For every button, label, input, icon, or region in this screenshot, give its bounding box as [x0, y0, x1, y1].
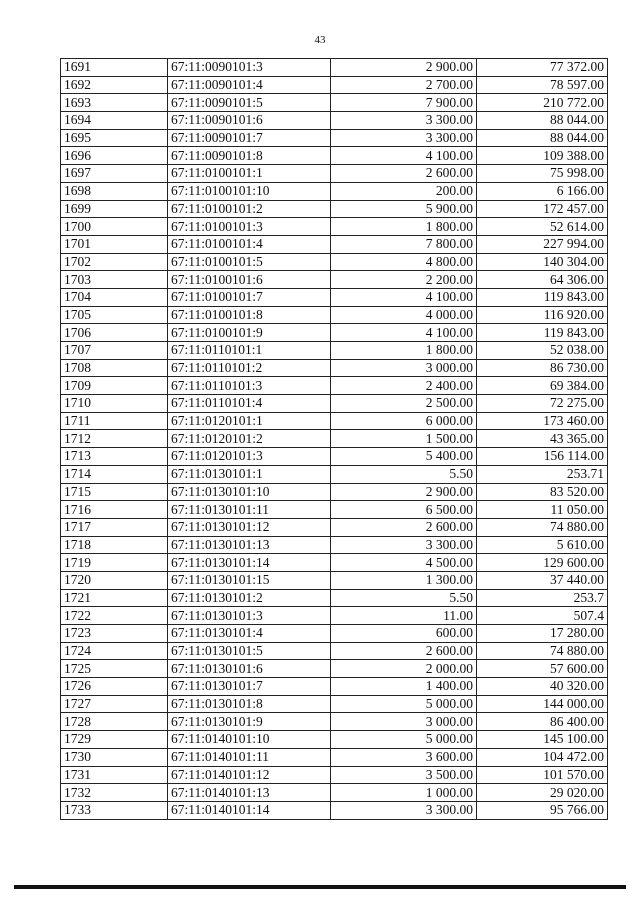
table-row [61, 342, 608, 360]
area-cell: 3 000.00 [331, 713, 477, 731]
row-number-cell: 1696 [61, 147, 168, 165]
row-number-cell: 1699 [61, 200, 168, 218]
area-cell: 4 100.00 [331, 324, 477, 342]
table-row [61, 218, 608, 236]
table-row [61, 483, 608, 501]
cadastral-number-cell: 67:11:0100101:9 [168, 324, 331, 342]
row-number-cell: 1709 [61, 377, 168, 395]
area-cell: 1 300.00 [331, 571, 477, 589]
area-cell: 2 000.00 [331, 660, 477, 678]
area-cell: 2 400.00 [331, 377, 477, 395]
cadastral-number-cell: 67:11:0120101:3 [168, 448, 331, 466]
area-cell: 1 000.00 [331, 784, 477, 802]
table-row [61, 448, 608, 466]
cadastral-number-cell: 67:11:0130101:12 [168, 518, 331, 536]
row-number-cell: 1729 [61, 731, 168, 749]
table-row [61, 288, 608, 306]
row-number-cell: 1728 [61, 713, 168, 731]
row-number-cell: 1712 [61, 430, 168, 448]
table-row [61, 642, 608, 660]
row-number-cell: 1718 [61, 536, 168, 554]
cadastral-number-cell: 67:11:0090101:7 [168, 129, 331, 147]
area-cell: 6 500.00 [331, 501, 477, 519]
cadastral-number-cell: 67:11:0100101:5 [168, 253, 331, 271]
value-cell: 116 920.00 [477, 306, 608, 324]
value-cell: 104 472.00 [477, 748, 608, 766]
area-cell: 7 800.00 [331, 235, 477, 253]
row-number-cell: 1716 [61, 501, 168, 519]
table-row [61, 518, 608, 536]
area-cell: 2 700.00 [331, 76, 477, 94]
row-number-cell: 1694 [61, 112, 168, 130]
row-number-cell: 1711 [61, 412, 168, 430]
value-cell: 144 000.00 [477, 695, 608, 713]
row-number-cell: 1691 [61, 59, 168, 77]
value-cell: 86 400.00 [477, 713, 608, 731]
area-cell: 5 900.00 [331, 200, 477, 218]
table-row [61, 359, 608, 377]
table-row [61, 801, 608, 819]
area-cell: 6 000.00 [331, 412, 477, 430]
value-cell: 52 038.00 [477, 342, 608, 360]
row-number-cell: 1695 [61, 129, 168, 147]
row-number-cell: 1708 [61, 359, 168, 377]
value-cell: 129 600.00 [477, 554, 608, 572]
row-number-cell: 1692 [61, 76, 168, 94]
table-row [61, 395, 608, 413]
table-row [61, 713, 608, 731]
table-row [61, 129, 608, 147]
cadastral-number-cell: 67:11:0110101:1 [168, 342, 331, 360]
cadastral-number-cell: 67:11:0130101:13 [168, 536, 331, 554]
area-cell: 5.50 [331, 465, 477, 483]
cadastral-number-cell: 67:11:0130101:3 [168, 607, 331, 625]
table-row [61, 412, 608, 430]
cadastral-number-cell: 67:11:0110101:2 [168, 359, 331, 377]
value-cell: 507.4 [477, 607, 608, 625]
table-row [61, 465, 608, 483]
value-cell: 74 880.00 [477, 518, 608, 536]
table-row [61, 165, 608, 183]
area-cell: 1 400.00 [331, 678, 477, 696]
table-row [61, 678, 608, 696]
cadastral-number-cell: 67:11:0130101:8 [168, 695, 331, 713]
row-number-cell: 1733 [61, 801, 168, 819]
value-cell: 43 365.00 [477, 430, 608, 448]
row-number-cell: 1730 [61, 748, 168, 766]
table-row [61, 430, 608, 448]
row-number-cell: 1713 [61, 448, 168, 466]
row-number-cell: 1721 [61, 589, 168, 607]
cadastral-number-cell: 67:11:0130101:1 [168, 465, 331, 483]
row-number-cell: 1717 [61, 518, 168, 536]
area-cell: 3 300.00 [331, 112, 477, 130]
cadastral-number-cell: 67:11:0100101:8 [168, 306, 331, 324]
row-number-cell: 1697 [61, 165, 168, 183]
table-row [61, 271, 608, 289]
value-cell: 210 772.00 [477, 94, 608, 112]
cadastral-number-cell: 67:11:0090101:4 [168, 76, 331, 94]
row-number-cell: 1693 [61, 94, 168, 112]
table-row [61, 253, 608, 271]
row-number-cell: 1698 [61, 182, 168, 200]
area-cell: 1 500.00 [331, 430, 477, 448]
area-cell: 1 800.00 [331, 218, 477, 236]
area-cell: 11.00 [331, 607, 477, 625]
row-number-cell: 1725 [61, 660, 168, 678]
cadastral-number-cell: 67:11:0120101:1 [168, 412, 331, 430]
cadastral-number-cell: 67:11:0130101:4 [168, 625, 331, 643]
value-cell: 5 610.00 [477, 536, 608, 554]
cadastral-number-cell: 67:11:0120101:2 [168, 430, 331, 448]
table-row [61, 766, 608, 784]
area-cell: 5 400.00 [331, 448, 477, 466]
area-cell: 4 100.00 [331, 288, 477, 306]
value-cell: 64 306.00 [477, 271, 608, 289]
cadastral-number-cell: 67:11:0090101:8 [168, 147, 331, 165]
row-number-cell: 1704 [61, 288, 168, 306]
cadastral-number-cell: 67:11:0130101:5 [168, 642, 331, 660]
area-cell: 2 200.00 [331, 271, 477, 289]
table-row [61, 147, 608, 165]
cadastral-number-cell: 67:11:0100101:4 [168, 235, 331, 253]
area-cell: 3 300.00 [331, 801, 477, 819]
table-row [61, 112, 608, 130]
area-cell: 3 000.00 [331, 359, 477, 377]
value-cell: 11 050.00 [477, 501, 608, 519]
value-cell: 52 614.00 [477, 218, 608, 236]
area-cell: 3 300.00 [331, 536, 477, 554]
value-cell: 6 166.00 [477, 182, 608, 200]
value-cell: 156 114.00 [477, 448, 608, 466]
area-cell: 2 900.00 [331, 483, 477, 501]
table-row [61, 200, 608, 218]
row-number-cell: 1715 [61, 483, 168, 501]
cadastral-number-cell: 67:11:0130101:6 [168, 660, 331, 678]
cadastral-number-cell: 67:11:0140101:10 [168, 731, 331, 749]
value-cell: 78 597.00 [477, 76, 608, 94]
area-cell: 4 100.00 [331, 147, 477, 165]
table-row [61, 59, 608, 77]
value-cell: 40 320.00 [477, 678, 608, 696]
cadastral-number-cell: 67:11:0090101:6 [168, 112, 331, 130]
area-cell: 4 800.00 [331, 253, 477, 271]
table-row [61, 607, 608, 625]
cadastral-number-cell: 67:11:0100101:2 [168, 200, 331, 218]
value-cell: 69 384.00 [477, 377, 608, 395]
area-cell: 2 900.00 [331, 59, 477, 77]
cadastral-number-cell: 67:11:0100101:6 [168, 271, 331, 289]
row-number-cell: 1731 [61, 766, 168, 784]
value-cell: 83 520.00 [477, 483, 608, 501]
table-row [61, 235, 608, 253]
cadastral-number-cell: 67:11:0090101:3 [168, 59, 331, 77]
value-cell: 29 020.00 [477, 784, 608, 802]
table-row [61, 324, 608, 342]
area-cell: 2 500.00 [331, 395, 477, 413]
table-row [61, 377, 608, 395]
cadastral-number-cell: 67:11:0130101:11 [168, 501, 331, 519]
table-row [61, 660, 608, 678]
row-number-cell: 1727 [61, 695, 168, 713]
value-cell: 77 372.00 [477, 59, 608, 77]
area-cell: 1 800.00 [331, 342, 477, 360]
row-number-cell: 1719 [61, 554, 168, 572]
cadastral-number-cell: 67:11:0140101:14 [168, 801, 331, 819]
value-cell: 88 044.00 [477, 112, 608, 130]
cadastral-number-cell: 67:11:0130101:14 [168, 554, 331, 572]
value-cell: 72 275.00 [477, 395, 608, 413]
row-number-cell: 1702 [61, 253, 168, 271]
cadastral-number-cell: 67:11:0130101:15 [168, 571, 331, 589]
area-cell: 4 000.00 [331, 306, 477, 324]
cadastral-number-cell: 67:11:0140101:12 [168, 766, 331, 784]
area-cell: 3 300.00 [331, 129, 477, 147]
cadastral-number-cell: 67:11:0110101:3 [168, 377, 331, 395]
row-number-cell: 1726 [61, 678, 168, 696]
row-number-cell: 1720 [61, 571, 168, 589]
value-cell: 101 570.00 [477, 766, 608, 784]
row-number-cell: 1714 [61, 465, 168, 483]
cadastral-number-cell: 67:11:0100101:3 [168, 218, 331, 236]
row-number-cell: 1705 [61, 306, 168, 324]
cadastral-number-cell: 67:11:0100101:1 [168, 165, 331, 183]
cadastral-number-cell: 67:11:0130101:9 [168, 713, 331, 731]
area-cell: 2 600.00 [331, 165, 477, 183]
value-cell: 95 766.00 [477, 801, 608, 819]
table-body [61, 59, 608, 820]
row-number-cell: 1724 [61, 642, 168, 660]
table-row [61, 306, 608, 324]
value-cell: 119 843.00 [477, 288, 608, 306]
value-cell: 140 304.00 [477, 253, 608, 271]
land-plot-table [60, 58, 608, 820]
area-cell: 2 600.00 [331, 518, 477, 536]
value-cell: 88 044.00 [477, 129, 608, 147]
row-number-cell: 1703 [61, 271, 168, 289]
area-cell: 2 600.00 [331, 642, 477, 660]
row-number-cell: 1723 [61, 625, 168, 643]
area-cell: 4 500.00 [331, 554, 477, 572]
table-row [61, 94, 608, 112]
value-cell: 145 100.00 [477, 731, 608, 749]
page-number: 43 [314, 34, 326, 46]
table-row [61, 501, 608, 519]
table-row [61, 182, 608, 200]
table-row [61, 695, 608, 713]
area-cell: 5 000.00 [331, 731, 477, 749]
table-row [61, 625, 608, 643]
value-cell: 253.7 [477, 589, 608, 607]
cadastral-number-cell: 67:11:0140101:13 [168, 784, 331, 802]
area-cell: 3 500.00 [331, 766, 477, 784]
cadastral-number-cell: 67:11:0130101:2 [168, 589, 331, 607]
table-row [61, 554, 608, 572]
row-number-cell: 1706 [61, 324, 168, 342]
value-cell: 109 388.00 [477, 147, 608, 165]
value-cell: 253.71 [477, 465, 608, 483]
value-cell: 75 998.00 [477, 165, 608, 183]
value-cell: 173 460.00 [477, 412, 608, 430]
cadastral-number-cell: 67:11:0100101:7 [168, 288, 331, 306]
cadastral-number-cell: 67:11:0130101:10 [168, 483, 331, 501]
value-cell: 74 880.00 [477, 642, 608, 660]
area-cell: 5 000.00 [331, 695, 477, 713]
cadastral-number-cell: 67:11:0100101:10 [168, 182, 331, 200]
table-row [61, 731, 608, 749]
cadastral-number-cell: 67:11:0130101:7 [168, 678, 331, 696]
area-cell: 7 900.00 [331, 94, 477, 112]
row-number-cell: 1701 [61, 235, 168, 253]
table-row [61, 748, 608, 766]
area-cell: 5.50 [331, 589, 477, 607]
value-cell: 37 440.00 [477, 571, 608, 589]
value-cell: 119 843.00 [477, 324, 608, 342]
value-cell: 86 730.00 [477, 359, 608, 377]
value-cell: 227 994.00 [477, 235, 608, 253]
table-row [61, 784, 608, 802]
value-cell: 57 600.00 [477, 660, 608, 678]
row-number-cell: 1710 [61, 395, 168, 413]
area-cell: 600.00 [331, 625, 477, 643]
table-row [61, 536, 608, 554]
area-cell: 200.00 [331, 182, 477, 200]
cadastral-number-cell: 67:11:0090101:5 [168, 94, 331, 112]
bottom-rule [14, 885, 626, 889]
row-number-cell: 1700 [61, 218, 168, 236]
table-row [61, 589, 608, 607]
row-number-cell: 1732 [61, 784, 168, 802]
cadastral-number-cell: 67:11:0140101:11 [168, 748, 331, 766]
row-number-cell: 1707 [61, 342, 168, 360]
table-row [61, 76, 608, 94]
value-cell: 17 280.00 [477, 625, 608, 643]
value-cell: 172 457.00 [477, 200, 608, 218]
area-cell: 3 600.00 [331, 748, 477, 766]
table-row [61, 571, 608, 589]
row-number-cell: 1722 [61, 607, 168, 625]
cadastral-number-cell: 67:11:0110101:4 [168, 395, 331, 413]
